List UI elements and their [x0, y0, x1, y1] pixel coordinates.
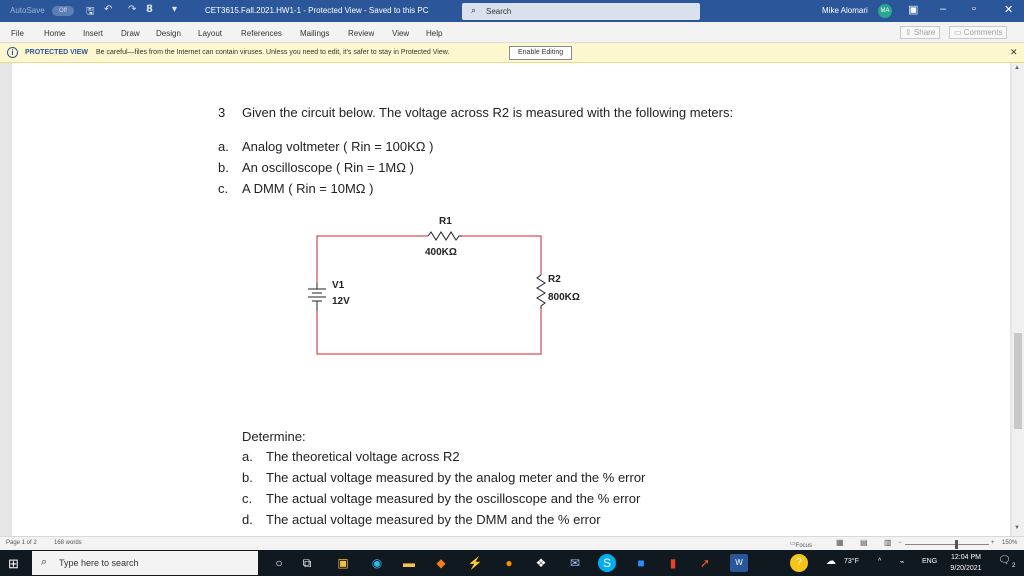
focus-label: Focus: [795, 543, 813, 549]
app-icon[interactable]: ◆: [436, 556, 446, 570]
language-indicator[interactable]: ENG: [922, 558, 938, 565]
taskbar-search[interactable]: [32, 551, 258, 575]
task-item: The actual voltage measured by the DMM and the % error: [266, 512, 601, 527]
document-title: CET3615.Fall.2021.HW1-1 - Protected View - Saved to this PC: [205, 6, 429, 15]
zoom-level[interactable]: 150%: [1002, 540, 1018, 546]
zoom-app-icon[interactable]: ■: [637, 556, 645, 570]
comments-button[interactable]: ▭ Comments: [949, 26, 1007, 39]
question-number: 3: [218, 105, 226, 120]
focus-button[interactable]: ▭ Focus: [790, 541, 813, 549]
office-icon[interactable]: ▮: [669, 556, 677, 570]
word-icon[interactable]: W: [730, 554, 748, 572]
tab-help[interactable]: Help: [426, 29, 443, 38]
tab-view[interactable]: View: [392, 29, 410, 38]
task-letter: c.: [242, 491, 253, 506]
search-icon: ⌕: [41, 556, 48, 568]
network-icon[interactable]: ⌁: [900, 559, 905, 566]
read-mode-icon[interactable]: ▦: [836, 538, 844, 547]
r2-label: R2: [548, 274, 561, 285]
minimize-icon[interactable]: –: [940, 3, 947, 15]
mail-icon[interactable]: ✉: [569, 556, 581, 570]
tab-references[interactable]: References: [241, 29, 282, 38]
meter-item: A DMM ( Rin = 10MΩ ): [242, 181, 374, 196]
r1-value: 400KΩ: [425, 247, 457, 258]
protected-view-label: PROTECTED VIEW: [25, 49, 89, 56]
web-layout-icon[interactable]: ▥: [884, 538, 892, 547]
weather-temp[interactable]: 73°F: [844, 558, 859, 565]
tab-insert[interactable]: Insert: [83, 29, 104, 38]
save-icon[interactable]: 🖫: [86, 6, 95, 17]
zoom-out-icon[interactable]: −: [898, 540, 902, 546]
notification-count: 2: [1012, 563, 1016, 569]
undo-icon[interactable]: ↶: [104, 4, 113, 15]
info-icon: i: [7, 47, 18, 58]
r2-value: 800KΩ: [548, 292, 580, 303]
title-search-placeholder: Search: [486, 7, 512, 16]
tab-design[interactable]: Design: [156, 29, 181, 38]
v1-value: 12V: [332, 296, 350, 307]
v1-label: V1: [332, 280, 345, 291]
skype-icon[interactable]: S: [598, 554, 616, 572]
close-icon[interactable]: ✕: [1010, 47, 1018, 57]
task-view-icon[interactable]: ⧉: [302, 556, 312, 570]
share-button[interactable]: ⇪ Share: [900, 26, 940, 39]
zoom-slider-track[interactable]: [905, 544, 989, 545]
meter-letter: a.: [218, 139, 229, 154]
windows-start-icon[interactable]: ⊞: [8, 556, 19, 571]
file-explorer-icon[interactable]: ▬: [403, 556, 415, 570]
task-letter: a.: [242, 449, 253, 464]
help-icon[interactable]: ?: [790, 554, 808, 572]
redo-icon[interactable]: ↷: [128, 4, 137, 15]
task-item: The theoretical voltage across R2: [266, 449, 460, 464]
clock[interactable]: [942, 552, 990, 574]
zoom-slider-thumb[interactable]: [955, 540, 958, 549]
tab-layout[interactable]: Layout: [198, 29, 223, 38]
taskbar: [0, 550, 1024, 576]
arrow-app-icon[interactable]: ⚡: [467, 556, 483, 570]
question-text: Given the circuit below. The voltage across R2 is measured with the following meters:: [242, 105, 734, 120]
task-item: The actual voltage measured by the analog meter and the % error: [266, 470, 646, 485]
ribbon-display-icon[interactable]: ▣: [908, 4, 919, 16]
protected-view-bar: [0, 43, 1024, 63]
search-icon: ⌕: [471, 5, 477, 15]
store-icon[interactable]: ▣: [337, 556, 349, 570]
task-item: The actual voltage measured by the oscilloscope and the % error: [266, 491, 641, 506]
clock-date: 9/20/2021: [950, 565, 982, 572]
page-count[interactable]: Page 1 of 2: [6, 540, 37, 546]
meter-letter: b.: [218, 160, 229, 175]
task-letter: d.: [242, 512, 253, 527]
close-window-icon[interactable]: ✕: [1004, 4, 1014, 16]
autosave-label: AutoSave: [10, 6, 45, 15]
ribbon-tabs: [0, 22, 1024, 43]
edge-icon[interactable]: ◉: [371, 556, 383, 570]
tab-mailings[interactable]: Mailings: [300, 29, 330, 38]
chevron-up-icon[interactable]: ^: [878, 558, 882, 565]
tab-review[interactable]: Review: [348, 29, 375, 38]
status-bar: [0, 536, 1024, 550]
meter-letter: c.: [218, 181, 229, 196]
weather-icon[interactable]: ☁: [826, 556, 836, 567]
enable-editing-button[interactable]: Enable Editing: [509, 46, 572, 60]
meter-item: An oscilloscope ( Rin = 1MΩ ): [242, 160, 414, 175]
tab-draw[interactable]: Draw: [121, 29, 140, 38]
circuit-diagram: [302, 203, 580, 363]
format-painter-icon[interactable]: 𝟴: [146, 4, 153, 15]
scroll-up-icon[interactable]: ▲: [1014, 65, 1020, 71]
dropbox-icon[interactable]: ❖: [535, 556, 547, 570]
scroll-down-icon[interactable]: ▼: [1014, 525, 1020, 531]
title-bar: [0, 0, 1024, 22]
pinned-app-icon[interactable]: ➚: [699, 556, 711, 570]
determine-heading: Determine:: [242, 429, 306, 444]
taskbar-search-placeholder: Type here to search: [59, 558, 139, 568]
print-layout-icon[interactable]: ▤: [860, 538, 868, 547]
tab-home[interactable]: Home: [44, 29, 66, 38]
restore-icon[interactable]: ▫: [972, 3, 976, 15]
user-name[interactable]: Mike Alomari: [822, 6, 868, 15]
comments-label: Comments: [963, 28, 1003, 37]
customize-toolbar-icon[interactable]: ▾: [172, 4, 178, 15]
autosave-toggle[interactable]: Off: [52, 6, 74, 16]
vertical-scrollbar[interactable]: [1012, 63, 1024, 536]
word-count[interactable]: 168 words: [54, 540, 82, 546]
firefox-icon[interactable]: ●: [505, 556, 513, 570]
cortana-icon[interactable]: ○: [275, 556, 283, 570]
meter-item: Analog voltmeter ( Rin = 100KΩ ): [242, 139, 434, 154]
clock-time: 12:04 PM: [951, 554, 981, 561]
r1-label: R1: [439, 216, 452, 227]
zoom-in-icon[interactable]: +: [991, 540, 995, 546]
share-label: Share: [913, 28, 936, 37]
notification-icon[interactable]: 🗨: [998, 555, 1011, 566]
task-letter: b.: [242, 470, 253, 485]
scrollbar-thumb[interactable]: [1014, 333, 1022, 429]
document-workspace: [0, 63, 1024, 536]
title-search-box[interactable]: [462, 3, 700, 20]
protected-view-message: Be careful—files from the Internet can contain viruses. Unless you need to edit, it's safer to stay in Protected View.: [96, 49, 450, 56]
tab-file[interactable]: File: [11, 29, 24, 38]
avatar[interactable]: MA: [878, 4, 892, 18]
document-page: [12, 63, 1010, 536]
